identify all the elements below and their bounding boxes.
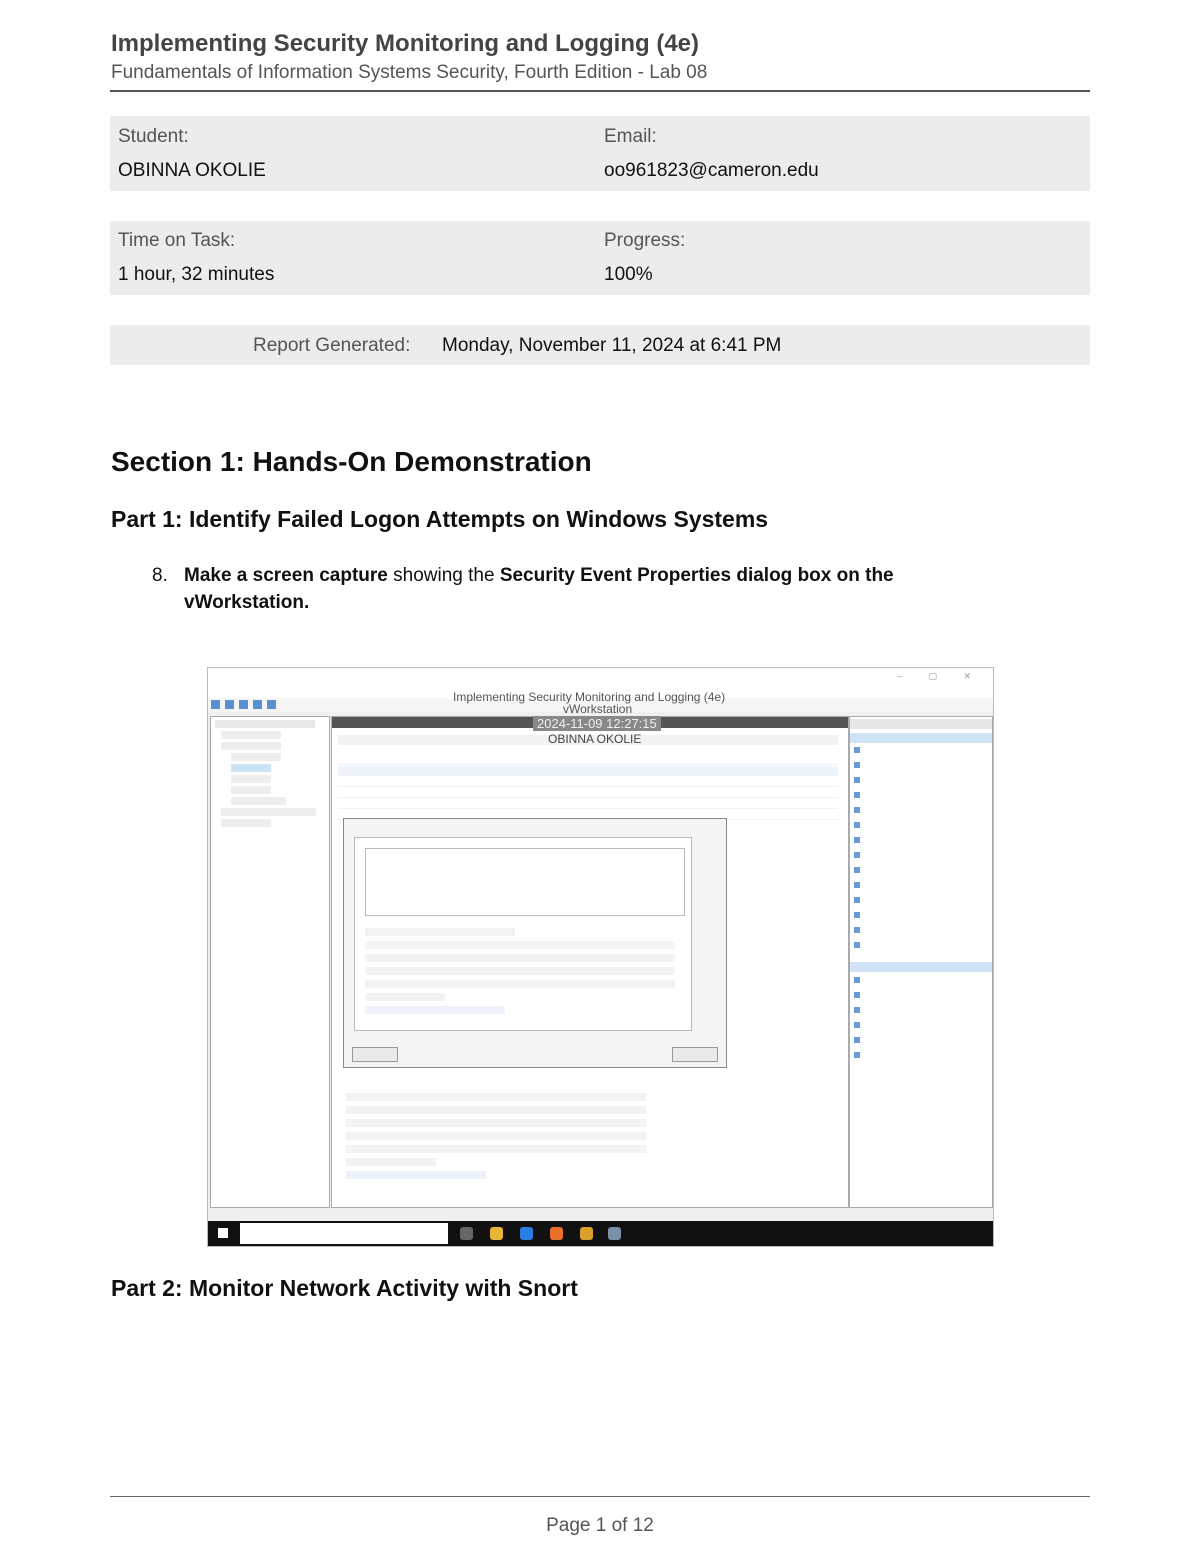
email-label: Email: xyxy=(604,126,657,147)
action-item[interactable] xyxy=(854,747,864,756)
copy-button[interactable] xyxy=(352,1047,398,1062)
action-item[interactable] xyxy=(854,1022,864,1031)
action-item[interactable] xyxy=(854,807,864,816)
action-icon xyxy=(854,992,860,998)
event-row xyxy=(338,777,838,787)
action-icon xyxy=(854,792,860,798)
report-generated-label: Report Generated: xyxy=(253,335,411,356)
step-number: 8. xyxy=(152,565,168,586)
report-generated-value: Monday, November 11, 2024 at 6:41 PM xyxy=(442,335,782,356)
action-icon xyxy=(854,1052,860,1058)
event-details-panel xyxy=(346,1093,726,1183)
action-item[interactable] xyxy=(854,762,864,771)
tree-item xyxy=(231,786,271,794)
action-icon xyxy=(854,1007,860,1013)
action-item[interactable] xyxy=(854,837,864,846)
action-icon xyxy=(854,1022,860,1028)
time-on-task-label: Time on Task: xyxy=(118,230,236,251)
page-title: Implementing Security Monitoring and Logging (4e) xyxy=(111,30,699,57)
window-controls-icon: – ▢ ✕ xyxy=(896,671,983,681)
actions-event-header xyxy=(850,962,992,972)
event-description-box xyxy=(365,848,685,916)
action-item[interactable] xyxy=(854,867,864,876)
action-icon xyxy=(854,897,860,903)
folder-icon xyxy=(239,700,248,709)
time-on-task-value: 1 hour, 32 minutes xyxy=(118,264,275,285)
action-item[interactable] xyxy=(854,942,864,951)
action-item[interactable] xyxy=(854,912,864,921)
window-statusbar xyxy=(208,1208,993,1220)
screenshot-watermark-host: vWorkstation xyxy=(563,702,633,716)
step-bold-target: Security Event Properties dialog box on the vWorkstation. xyxy=(184,565,894,613)
header-divider xyxy=(110,90,1090,92)
event-row xyxy=(338,788,838,798)
action-item[interactable] xyxy=(854,792,864,801)
progress-value: 100% xyxy=(604,264,653,285)
student-info-box xyxy=(110,116,1090,191)
event-field-row xyxy=(365,928,515,936)
actions-header xyxy=(850,719,992,729)
tree-item xyxy=(231,753,281,761)
section-heading: Section 1: Hands-On Demonstration xyxy=(111,446,592,477)
action-item[interactable] xyxy=(854,927,864,936)
action-icon xyxy=(854,1037,860,1043)
step-plain-text: showing the xyxy=(387,565,500,586)
action-item[interactable] xyxy=(854,882,864,891)
properties-icon xyxy=(253,700,262,709)
chrome-icon[interactable] xyxy=(580,1227,593,1240)
event-field-row xyxy=(365,954,675,962)
event-row xyxy=(338,766,838,776)
close-button[interactable] xyxy=(672,1047,718,1062)
report-generated-box xyxy=(110,325,1090,365)
event-field-row xyxy=(365,993,445,1001)
action-icon xyxy=(854,777,860,783)
back-icon xyxy=(211,700,220,709)
tree-item xyxy=(231,775,271,783)
footer-divider xyxy=(110,1496,1090,1497)
progress-info-box xyxy=(110,221,1090,295)
tree-item xyxy=(221,808,316,816)
event-field-row xyxy=(365,980,675,988)
email-value: oo961823@cameron.edu xyxy=(604,160,819,181)
dialog-general-tab xyxy=(354,837,692,1031)
action-icon xyxy=(854,882,860,888)
action-item[interactable] xyxy=(854,1052,864,1061)
action-icon xyxy=(854,837,860,843)
step-text xyxy=(184,562,1024,616)
detail-row xyxy=(346,1093,646,1101)
event-row xyxy=(338,799,838,809)
tree-item xyxy=(231,797,286,805)
window-titlebar xyxy=(208,668,993,686)
detail-row xyxy=(346,1158,436,1166)
part1-heading: Part 1: Identify Failed Logon Attempts on Windows Systems xyxy=(111,506,769,532)
screenshot-watermark-date: 2024-11-09 12:27:15 xyxy=(533,716,661,731)
detail-row xyxy=(346,1119,646,1127)
detail-row xyxy=(346,1145,646,1153)
action-icon xyxy=(854,977,860,983)
action-item[interactable] xyxy=(854,822,864,831)
file-explorer-icon[interactable] xyxy=(490,1227,503,1240)
page-subtitle: Fundamentals of Information Systems Security, Fourth Edition - Lab 08 xyxy=(111,62,708,83)
student-value: OBINNA OKOLIE xyxy=(118,160,266,181)
detail-row xyxy=(346,1106,646,1114)
event-field-row xyxy=(365,967,675,975)
student-label: Student: xyxy=(118,126,189,147)
page-number: Page 1 of 12 xyxy=(546,1515,654,1536)
action-icon xyxy=(854,747,860,753)
event-properties-dialog xyxy=(343,818,727,1068)
tree-item-selected xyxy=(231,764,271,772)
screenshot-watermark-student: OBINNA OKOLIE xyxy=(548,732,642,746)
action-item[interactable] xyxy=(854,992,864,1001)
task-view-icon[interactable] xyxy=(460,1227,473,1240)
action-icon xyxy=(854,942,860,948)
windows-taskbar xyxy=(208,1221,993,1246)
action-item[interactable] xyxy=(854,852,864,861)
screenshot-watermark-title: Implementing Security Monitoring and Logging (4e) xyxy=(453,690,726,704)
progress-label: Progress: xyxy=(604,230,686,251)
action-icon xyxy=(854,807,860,813)
navigation-tree xyxy=(210,716,330,1208)
event-log-online-help-link[interactable] xyxy=(365,1006,505,1014)
tree-item xyxy=(221,731,281,739)
edge-icon[interactable] xyxy=(520,1227,533,1240)
detail-row xyxy=(346,1171,486,1179)
event-viewer-taskbar-icon[interactable] xyxy=(608,1227,621,1240)
tree-item xyxy=(215,720,315,728)
taskbar-search-box[interactable] xyxy=(240,1223,448,1244)
action-item[interactable] xyxy=(854,1007,864,1016)
action-icon xyxy=(854,852,860,858)
event-row xyxy=(338,755,838,765)
step-bold-action: Make a screen capture xyxy=(184,565,388,586)
action-item[interactable] xyxy=(854,977,864,986)
help-icon xyxy=(267,700,276,709)
event-viewer-screenshot xyxy=(207,667,994,1247)
action-icon xyxy=(854,762,860,768)
actions-pane xyxy=(849,716,993,1208)
action-item[interactable] xyxy=(854,897,864,906)
tree-item xyxy=(221,819,271,827)
part2-heading: Part 2: Monitor Network Activity with Snort xyxy=(111,1275,578,1301)
firefox-icon[interactable] xyxy=(550,1227,563,1240)
event-field-row xyxy=(365,941,675,949)
action-icon xyxy=(854,822,860,828)
actions-security-header xyxy=(850,733,992,743)
action-item[interactable] xyxy=(854,1037,864,1046)
action-item[interactable] xyxy=(854,777,864,786)
forward-icon xyxy=(225,700,234,709)
action-icon xyxy=(854,867,860,873)
tree-item xyxy=(221,742,281,750)
detail-row xyxy=(346,1132,646,1140)
action-icon xyxy=(854,927,860,933)
start-icon[interactable] xyxy=(218,1228,228,1238)
action-icon xyxy=(854,912,860,918)
